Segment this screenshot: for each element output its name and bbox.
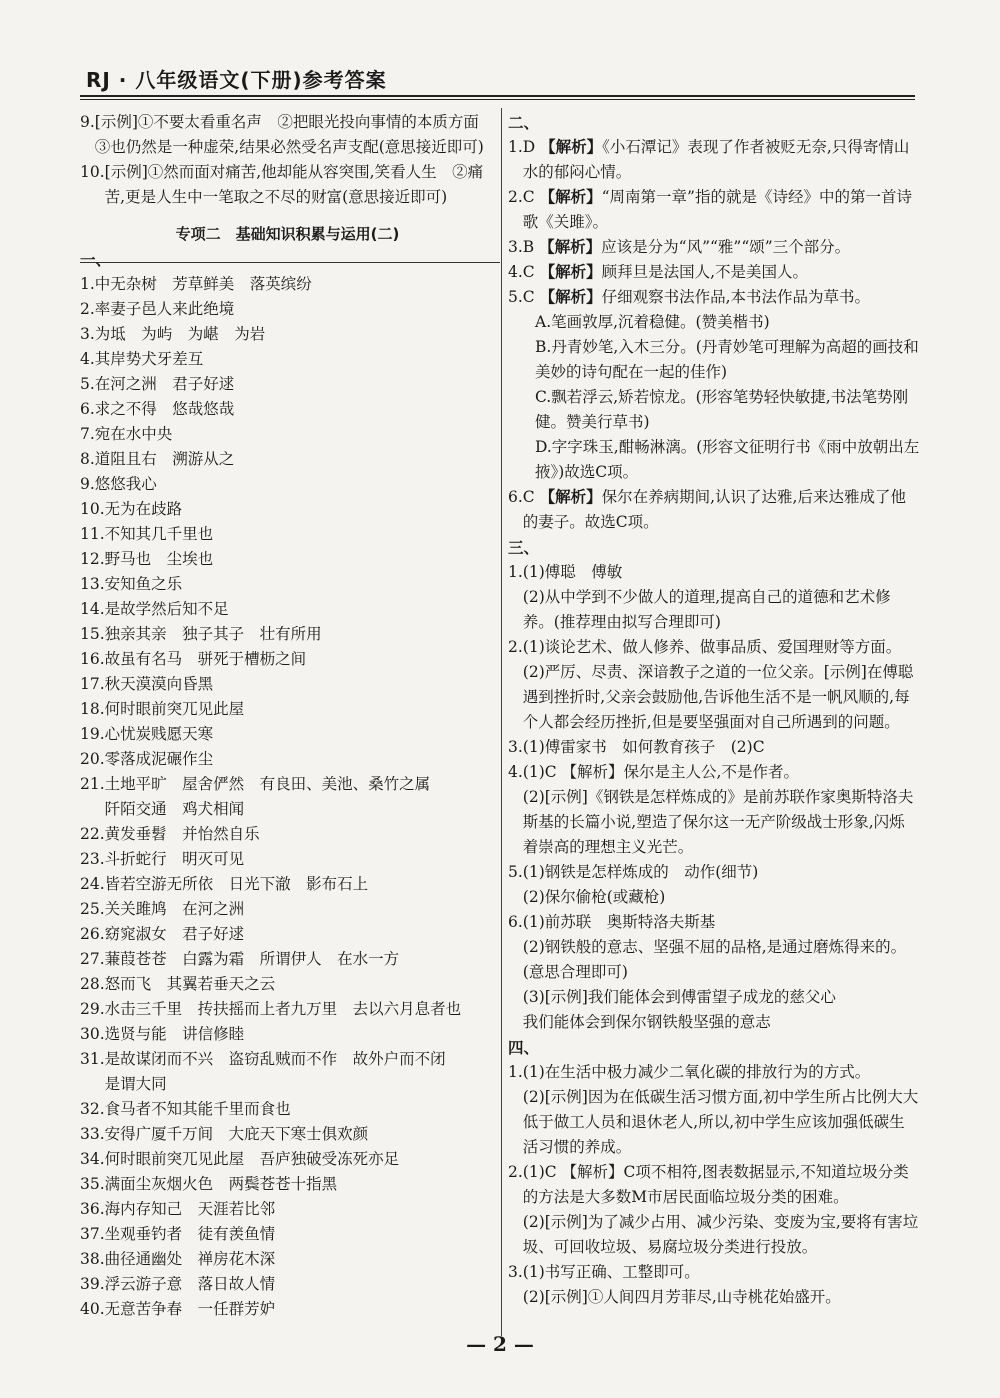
answer-item bbox=[508, 285, 920, 310]
answer-item bbox=[80, 697, 495, 722]
answer-item bbox=[80, 1222, 495, 1247]
item-number: 14. bbox=[80, 600, 105, 618]
answer-item bbox=[80, 1097, 495, 1122]
section-heading: 二、 bbox=[508, 113, 540, 132]
item-text bbox=[95, 472, 495, 497]
item-number: 16. bbox=[80, 650, 105, 668]
section-heading: 一、 bbox=[80, 250, 112, 269]
answer-item bbox=[80, 897, 495, 922]
item-number: 38. bbox=[80, 1250, 105, 1268]
item-line: 秋天漠漠向昏黑 bbox=[104, 675, 214, 693]
item-subline: (1)前苏联 奥斯特洛夫斯基 bbox=[522, 913, 716, 931]
item-number: 13. bbox=[80, 575, 105, 593]
item-line: 海内存知己 天涯若比邻 bbox=[104, 1200, 276, 1218]
item-line: 中无杂树 芳草鲜美 落英缤纷 bbox=[94, 275, 312, 293]
answer-item bbox=[80, 747, 495, 772]
answer-item bbox=[80, 772, 495, 822]
item-number: 6. bbox=[80, 400, 95, 418]
item-text bbox=[105, 722, 495, 747]
item-line: 不知其几千里也 bbox=[104, 525, 214, 543]
answer-item bbox=[80, 1297, 495, 1322]
answer-item bbox=[80, 297, 495, 322]
item-line: 选贤与能 讲信修睦 bbox=[104, 1025, 245, 1043]
item-text bbox=[105, 1272, 495, 1297]
item-choice: C bbox=[522, 288, 540, 306]
item-number: 21. bbox=[80, 775, 105, 793]
section-heading: 四、 bbox=[508, 1038, 540, 1057]
answer-item bbox=[80, 822, 495, 847]
answer-list bbox=[80, 272, 495, 1322]
item-subline: (2)从中学到不少做人的道理,提高自己的道德和艺术修养。(推荐理由拟写合理即可) bbox=[522, 588, 891, 631]
right-column bbox=[508, 110, 920, 1310]
item-number: 5. bbox=[80, 375, 95, 393]
item-text bbox=[105, 697, 495, 722]
item-number: 11. bbox=[80, 525, 105, 543]
item-text bbox=[95, 447, 495, 472]
item-text bbox=[105, 1247, 495, 1272]
item-subline: 我们能体会到保尔钢铁般坚强的意志 bbox=[522, 1013, 771, 1031]
item-number: 2. bbox=[80, 300, 95, 318]
item-subline: (3)[示例]我们能体会到傅雷望子成龙的慈父心 bbox=[522, 988, 836, 1006]
option-line: D.字字珠玉,酣畅淋漓。(形容文征明行书《雨中放朝出左掖》)故选C项。 bbox=[535, 438, 920, 481]
item-subline: (2)[示例]《钢铁是怎样炼成的》是前苏联作家奥斯特洛夫斯基的长篇小说,塑造了保尔这一无产阶级战士形象,闪烁着崇高的理想主义光芒。 bbox=[522, 788, 914, 856]
left-column bbox=[80, 110, 495, 1322]
item-text bbox=[105, 672, 495, 697]
item-text bbox=[523, 485, 920, 535]
option-line: C.飘若浮云,矫若惊龙。(形容笔势轻快敏捷,书法笔势刚健。赞美行草书) bbox=[535, 388, 909, 431]
item-number: 3. bbox=[508, 1263, 523, 1281]
item-subline: (2)保尔偷枪(或藏枪) bbox=[522, 888, 666, 906]
item-analysis: “周南第一章”指的就是《诗经》中的第一首诗歌《关雎》。 bbox=[522, 188, 912, 231]
item-line: 是故谋闭而不兴 盗窃乱贼而不作 故外户而不闭 bbox=[104, 1050, 446, 1068]
item-number: 4. bbox=[508, 263, 523, 281]
item-subline: (1)傅聪 傅敏 bbox=[522, 563, 623, 581]
item-line: 皆若空游无所依 日光下澈 影布石上 bbox=[104, 875, 369, 893]
answer-list bbox=[508, 135, 920, 310]
item-text bbox=[105, 647, 495, 672]
answer-item bbox=[508, 910, 920, 1035]
item-number: 3. bbox=[508, 738, 523, 756]
item-line: 浮云游子意 落日故人情 bbox=[104, 1275, 276, 1293]
answer-item bbox=[80, 1172, 495, 1197]
item-text bbox=[105, 747, 495, 772]
item-line-cont: 是谓大同 bbox=[104, 1075, 167, 1093]
answer-item bbox=[80, 872, 495, 897]
answer-item bbox=[80, 947, 495, 972]
item-number: 28. bbox=[80, 975, 105, 993]
answer-item bbox=[80, 447, 495, 472]
item-number: 2. bbox=[508, 638, 523, 656]
item-text bbox=[105, 1222, 495, 1247]
item-number: 35. bbox=[80, 1175, 105, 1193]
item-line: 水击三千里 抟扶摇而上者九万里 去以六月息者也 bbox=[104, 1000, 462, 1018]
answer-item bbox=[80, 847, 495, 872]
answer-item bbox=[80, 372, 495, 397]
item-number: 27. bbox=[80, 950, 105, 968]
answer-item bbox=[80, 572, 495, 597]
item-text: [示例]①不要太看重名声 ②把眼光投向事情的本质方面 ③也仍然是一种虚荣,结果必然受名声支配(意思接近即可) bbox=[94, 113, 495, 156]
answer-item bbox=[508, 235, 920, 260]
item-subline: (1)谈论艺术、做人修养、做事品质、爱国理财等方面。 bbox=[522, 638, 902, 656]
item-text bbox=[95, 397, 495, 422]
item-number: 29. bbox=[80, 1000, 105, 1018]
item-number: 1. bbox=[508, 138, 523, 156]
answer-item bbox=[80, 322, 495, 347]
item-line: 关关雎鸠 在河之洲 bbox=[104, 900, 245, 918]
item-number: 2. bbox=[508, 188, 523, 206]
item-number: 17. bbox=[80, 675, 105, 693]
item-text bbox=[105, 897, 495, 922]
item-text bbox=[95, 372, 495, 397]
item-line: 何时眼前突兀见此屋 bbox=[104, 700, 245, 718]
item-number: 32. bbox=[80, 1100, 105, 1118]
item-text bbox=[105, 547, 495, 572]
item-subline: (2)严厉、尽责、深谙教子之道的一位父亲。[示例]在傅聪遇到挫折时,父亲会鼓励他,告诉他生活不是一帆风顺的,每个人都会经历挫折,但是要坚强面对自己所遇到的问题。 bbox=[522, 663, 914, 731]
item-number: 26. bbox=[80, 925, 105, 943]
item-number: 23. bbox=[80, 850, 105, 868]
item-choice: B bbox=[522, 238, 540, 256]
item-line: 怒而飞 其翼若垂天之云 bbox=[104, 975, 276, 993]
item-number: 15. bbox=[80, 625, 105, 643]
answer-item bbox=[80, 397, 495, 422]
item-number: 3. bbox=[508, 238, 523, 256]
item-choice: C bbox=[522, 488, 540, 506]
item-subline: (1)书写正确、工整即可。 bbox=[522, 1263, 700, 1281]
section-title: 专项二 基础知识积累与运用(二) bbox=[175, 225, 400, 243]
item-text bbox=[523, 185, 920, 235]
item-line: 故虽有名马 骈死于槽枥之间 bbox=[104, 650, 307, 668]
item-line: 为坻 为屿 为嵁 为岩 bbox=[94, 325, 266, 343]
item-number: 5. bbox=[508, 863, 523, 881]
analysis-tag: 【解析】 bbox=[539, 263, 602, 281]
item-line: 坐观垂钓者 徒有羡鱼情 bbox=[104, 1225, 276, 1243]
item-line: 土地平旷 屋舍俨然 有良田、美池、桑竹之属 bbox=[104, 775, 431, 793]
item-text bbox=[105, 972, 495, 997]
answer-item bbox=[80, 497, 495, 522]
answer-item bbox=[80, 972, 495, 997]
item-number: 20. bbox=[80, 750, 105, 768]
page-header-title: RJ · 八年级语文(下册)参考答案 bbox=[86, 68, 387, 92]
answer-item bbox=[80, 1147, 495, 1172]
answer-item bbox=[80, 110, 495, 160]
item-line: 曲径通幽处 禅房花木深 bbox=[104, 1250, 276, 1268]
item-line: 无为在歧路 bbox=[104, 500, 183, 518]
item-number: 36. bbox=[80, 1200, 105, 1218]
item-number: 34. bbox=[80, 1150, 105, 1168]
answer-list bbox=[508, 560, 920, 1035]
item-text bbox=[95, 297, 495, 322]
item-text bbox=[523, 285, 920, 310]
answer-list bbox=[508, 1060, 920, 1310]
item-line-cont: 阡陌交通 鸡犬相闻 bbox=[104, 800, 245, 818]
item-line: 是故学然后知不足 bbox=[104, 600, 229, 618]
item-line: 黄发垂髫 并怡然自乐 bbox=[104, 825, 260, 843]
item-line: 心忧炭贱愿天寒 bbox=[104, 725, 214, 743]
answer-item bbox=[80, 1022, 495, 1047]
item-text bbox=[523, 235, 920, 260]
item-number: 19. bbox=[80, 725, 105, 743]
item-choice: C bbox=[522, 263, 540, 281]
item-analysis: 顾拜旦是法国人,不是美国人。 bbox=[601, 263, 809, 281]
item-line: 宛在水中央 bbox=[94, 425, 173, 443]
item-subline: (2)[示例]为了减少占用、减少污染、变废为宝,要将有害垃圾、可回收垃圾、易腐垃圾分类进行投放。 bbox=[522, 1213, 919, 1256]
item-subline: (2)钢铁般的意志、坚强不屈的品格,是通过磨炼得来的。(意思合理即可) bbox=[522, 938, 907, 981]
answer-item bbox=[80, 547, 495, 572]
answer-item bbox=[80, 522, 495, 547]
item-text bbox=[105, 572, 495, 597]
item-text bbox=[95, 347, 495, 372]
option-line: A.笔画敦厚,沉着稳健。(赞美楷书) bbox=[535, 313, 770, 331]
answer-item bbox=[80, 597, 495, 622]
answer-item bbox=[508, 735, 920, 760]
item-text bbox=[95, 272, 495, 297]
item-line: 窈窕淑女 君子好逑 bbox=[104, 925, 245, 943]
item-subline: (2)[示例]①人间四月芳菲尽,山寺桃花始盛开。 bbox=[522, 1288, 841, 1306]
item-text bbox=[105, 822, 495, 847]
answer-item bbox=[508, 260, 920, 285]
item-line: 无意苦争春 一任群芳妒 bbox=[104, 1300, 276, 1318]
item-analysis: 应该是分为“风”“雅”“颂”三个部分。 bbox=[601, 238, 851, 256]
item-number: 9. bbox=[80, 475, 95, 493]
item-text bbox=[523, 1060, 920, 1160]
item-text bbox=[95, 322, 495, 347]
analysis-tag: 【解析】 bbox=[539, 488, 602, 506]
item-number: 4. bbox=[80, 350, 95, 368]
item-text bbox=[105, 1047, 495, 1097]
item-number: 18. bbox=[80, 700, 105, 718]
answer-item bbox=[80, 1122, 495, 1147]
item-line: 安得广厦千万间 大庇天下寒士俱欢颜 bbox=[104, 1125, 369, 1143]
answer-item bbox=[508, 635, 920, 735]
item-text bbox=[523, 735, 920, 760]
item-text bbox=[105, 522, 495, 547]
header-rule-thin bbox=[80, 99, 915, 100]
answer-item bbox=[80, 472, 495, 497]
item-number: 12. bbox=[80, 550, 105, 568]
answer-item bbox=[508, 185, 920, 235]
item-text bbox=[105, 872, 495, 897]
item-text bbox=[105, 1097, 495, 1122]
item-text bbox=[523, 760, 920, 860]
item-choice: D bbox=[522, 138, 541, 156]
item-number: 24. bbox=[80, 875, 105, 893]
item-line: 蒹葭苍苍 白露为霜 所谓伊人 在水一方 bbox=[104, 950, 400, 968]
answer-item bbox=[80, 1047, 495, 1097]
item-number: 10. bbox=[80, 163, 105, 181]
item-text bbox=[105, 1172, 495, 1197]
item-number: 1. bbox=[508, 1063, 523, 1081]
item-subline: (1)在生活中极力减少二氧化碳的排放行为的方式。 bbox=[522, 1063, 871, 1081]
answer-item bbox=[508, 1160, 920, 1260]
item-number: 39. bbox=[80, 1275, 105, 1293]
answer-item bbox=[508, 485, 920, 535]
item-line: 率妻子邑人来此绝境 bbox=[94, 300, 235, 318]
item-text bbox=[105, 1197, 495, 1222]
item-line: 食马者不知其能千里而食也 bbox=[104, 1100, 291, 1118]
analysis-tag: 【解析】 bbox=[540, 138, 603, 156]
item-text bbox=[105, 622, 495, 647]
item-number: 25. bbox=[80, 900, 105, 918]
answer-item bbox=[508, 560, 920, 635]
answer-item bbox=[508, 1060, 920, 1160]
column-divider bbox=[501, 108, 502, 1336]
answer-item bbox=[80, 1247, 495, 1272]
page-number: — 2 — bbox=[466, 1332, 534, 1356]
answer-item bbox=[80, 1272, 495, 1297]
item-subline: (1)C 【解析】保尔是主人公,不是作者。 bbox=[522, 763, 799, 781]
item-text bbox=[523, 910, 920, 1035]
item-line: 斗折蛇行 明灭可见 bbox=[104, 850, 245, 868]
item-number: 22. bbox=[80, 825, 105, 843]
item-line: 何时眼前突兀见此屋 吾庐独破受冻死亦足 bbox=[104, 1150, 400, 1168]
item-text bbox=[105, 922, 495, 947]
item-text bbox=[523, 860, 920, 910]
item-line: 满面尘灰烟火色 两鬓苍苍十指黑 bbox=[104, 1175, 338, 1193]
answer-item bbox=[80, 647, 495, 672]
answer-item bbox=[80, 160, 495, 210]
answer-item bbox=[508, 135, 920, 185]
item-number: 6. bbox=[508, 913, 523, 931]
answer-item bbox=[508, 860, 920, 910]
item-text bbox=[105, 947, 495, 972]
item-line: 野马也 尘埃也 bbox=[104, 550, 214, 568]
item-text bbox=[105, 497, 495, 522]
item-analysis: 保尔在养病期间,认识了达雅,后来达雅成了他的妻子。故选C项。 bbox=[522, 488, 906, 531]
item-text bbox=[105, 1122, 495, 1147]
item-text bbox=[105, 772, 495, 822]
answer-item bbox=[80, 997, 495, 1022]
item-line: 道阻且右 溯游从之 bbox=[94, 450, 235, 468]
option-list bbox=[508, 310, 920, 485]
item-text bbox=[523, 135, 920, 185]
item-line: 独亲其亲 独子其子 壮有所用 bbox=[104, 625, 322, 643]
item-number: 4. bbox=[508, 763, 523, 781]
item-line: 其岸势犬牙差互 bbox=[94, 350, 204, 368]
answer-item bbox=[80, 1197, 495, 1222]
item-line: 零落成泥碾作尘 bbox=[104, 750, 214, 768]
analysis-tag: 【解析】 bbox=[539, 288, 602, 306]
item-number: 37. bbox=[80, 1225, 105, 1243]
item-number: 2. bbox=[508, 1163, 523, 1181]
item-text bbox=[105, 1022, 495, 1047]
item-number: 5. bbox=[508, 288, 523, 306]
item-choice: C bbox=[522, 188, 540, 206]
item-text bbox=[523, 1260, 920, 1310]
item-line: 求之不得 悠哉悠哉 bbox=[94, 400, 235, 418]
item-number: 6. bbox=[508, 488, 523, 506]
item-text bbox=[105, 1297, 495, 1322]
item-number: 1. bbox=[80, 275, 95, 293]
item-analysis: 《小石潭记》表现了作者被贬无奈,只得寄情山水的郁闷心情。 bbox=[522, 138, 910, 181]
item-text bbox=[105, 997, 495, 1022]
header-rule bbox=[80, 95, 915, 97]
answer-item bbox=[508, 760, 920, 860]
item-number: 8. bbox=[80, 450, 95, 468]
item-text bbox=[105, 597, 495, 622]
answer-item bbox=[508, 1260, 920, 1310]
analysis-tag: 【解析】 bbox=[539, 188, 602, 206]
item-line: 在河之洲 君子好逑 bbox=[94, 375, 235, 393]
item-text: [示例]①然而面对痛苦,他却能从容突围,笑看人生 ②痛苦,更是人生中一笔取之不尽的财富(意思接近即可) bbox=[104, 163, 484, 206]
item-text bbox=[95, 422, 495, 447]
item-text bbox=[523, 635, 920, 735]
option-line: B.丹青妙笔,入木三分。(丹青妙笔可理解为高超的画技和美妙的诗句配在一起的佳作) bbox=[535, 338, 919, 381]
item-number: 1. bbox=[508, 563, 523, 581]
answer-item bbox=[80, 622, 495, 647]
item-text bbox=[523, 1160, 920, 1260]
item-text bbox=[105, 1147, 495, 1172]
answer-item bbox=[80, 672, 495, 697]
answer-item bbox=[80, 272, 495, 297]
answer-item bbox=[80, 422, 495, 447]
answer-item bbox=[80, 922, 495, 947]
answer-item bbox=[80, 347, 495, 372]
item-line: 安知鱼之乐 bbox=[104, 575, 183, 593]
item-subline: (1)傅雷家书 如何教育孩子 (2)C bbox=[522, 738, 765, 756]
item-text bbox=[523, 560, 920, 635]
item-line: 悠悠我心 bbox=[94, 475, 157, 493]
item-number: 30. bbox=[80, 1025, 105, 1043]
item-number: 3. bbox=[80, 325, 95, 343]
item-number: 9. bbox=[80, 113, 95, 131]
item-number: 10. bbox=[80, 500, 105, 518]
item-analysis: 仔细观察书法作品,本书法作品为草书。 bbox=[601, 288, 871, 306]
analysis-tag: 【解析】 bbox=[539, 238, 602, 256]
item-number: 31. bbox=[80, 1050, 105, 1068]
item-number: 7. bbox=[80, 425, 95, 443]
item-subline: (1)钢铁是怎样炼成的 动作(细节) bbox=[522, 863, 759, 881]
section-heading: 三、 bbox=[508, 538, 540, 557]
item-subline: (1)C 【解析】C项不相符,图表数据显示,不知道垃圾分类的方法是大多数M市居民面临垃圾分类的困难。 bbox=[522, 1163, 909, 1206]
item-text bbox=[105, 847, 495, 872]
item-subline: (2)[示例]因为在低碳生活习惯方面,初中学生所占比例大大低于做工人员和退休老人,所以,初中学生应该加强低碳生活习惯的养成。 bbox=[522, 1088, 919, 1156]
item-number: 40. bbox=[80, 1300, 105, 1318]
item-text bbox=[523, 260, 920, 285]
item-number: 33. bbox=[80, 1125, 105, 1143]
answer-item bbox=[80, 722, 495, 747]
